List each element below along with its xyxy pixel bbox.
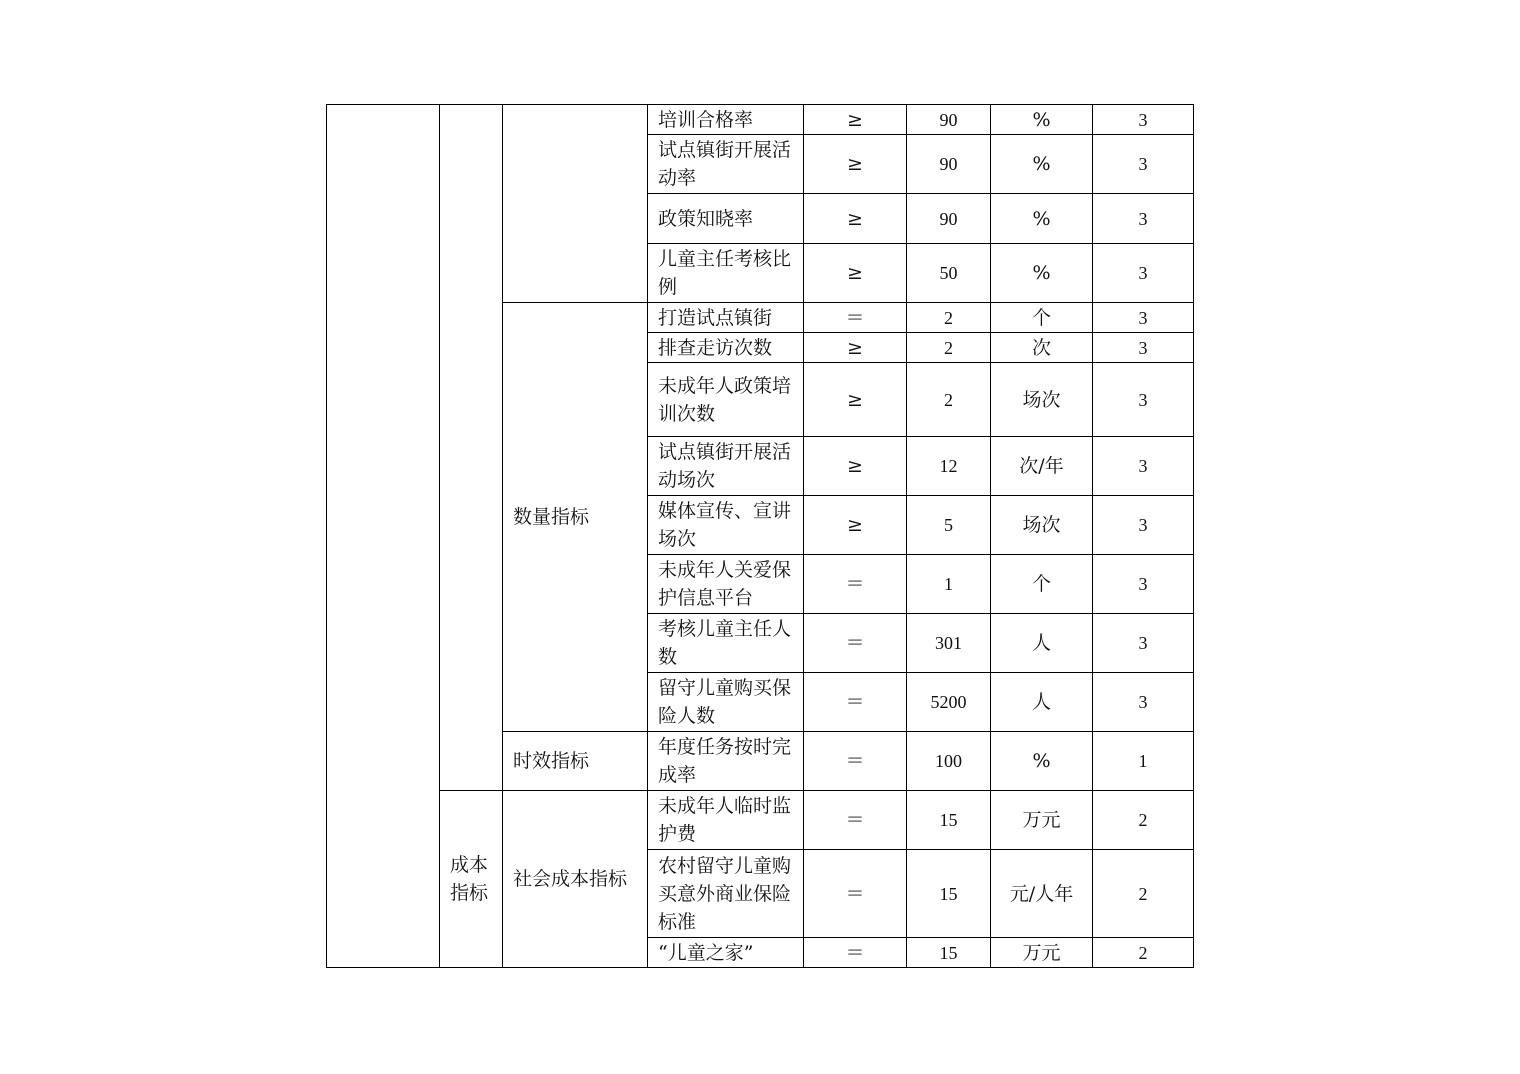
sub-category-quantity [503,303,648,732]
indicator-score: 3 [1093,135,1194,194]
comparison-operator: ≥ [804,333,907,363]
indicator-name: 未成年人政策培训次数 [648,363,804,437]
indicator-score: 1 [1093,732,1194,791]
indicator-name: 排查走访次数 [648,333,804,363]
category-cell-output [440,105,503,791]
indicator-unit: 次/年 [991,437,1093,496]
indicator-score: 3 [1093,105,1194,135]
indicator-unit: % [991,194,1093,244]
indicator-value: 2 [907,303,991,333]
indicator-value: 90 [907,135,991,194]
indicator-unit: % [991,244,1093,303]
indicator-unit: % [991,732,1093,791]
indicator-name: 考核儿童主任人数 [648,614,804,673]
indicator-value: 5200 [907,673,991,732]
comparison-operator: ≥ [804,496,907,555]
indicator-value: 90 [907,105,991,135]
comparison-operator: ≥ [804,194,907,244]
comparison-operator: ≥ [804,244,907,303]
indicator-score: 2 [1093,938,1194,968]
indicator-name: 试点镇街开展活动率 [648,135,804,194]
indicator-name: 培训合格率 [648,105,804,135]
indicator-score: 2 [1093,791,1194,850]
indicator-unit: 个 [991,555,1093,614]
indicator-unit: 人 [991,614,1093,673]
indicator-unit: 万元 [991,938,1093,968]
first-level-indicator-cell [327,105,440,968]
indicator-value: 1 [907,555,991,614]
indicator-unit: 个 [991,303,1093,333]
indicator-score: 3 [1093,333,1194,363]
indicator-unit: 元/人年 [991,850,1093,938]
comparison-operator: ＝ [804,732,907,791]
indicator-unit: % [991,105,1093,135]
comparison-operator: ≥ [804,135,907,194]
indicator-unit: 人 [991,673,1093,732]
indicator-score: 3 [1093,437,1194,496]
comparison-operator: ≥ [804,105,907,135]
indicator-name: 留守儿童购买保险人数 [648,673,804,732]
indicator-name: 儿童主任考核比例 [648,244,804,303]
sub-category-label: 社会成本指标 [513,868,628,890]
indicator-value: 100 [907,732,991,791]
indicator-unit: 次 [991,333,1093,363]
category-cost [440,791,503,968]
table-row [327,105,1194,135]
indicator-score: 3 [1093,614,1194,673]
comparison-operator: ＝ [804,791,907,850]
indicator-name: 政策知晓率 [648,194,804,244]
comparison-operator: ＝ [804,555,907,614]
indicator-name: 媒体宣传、宣讲场次 [648,496,804,555]
indicator-name: 未成年人临时监护费 [648,791,804,850]
indicator-unit: % [991,135,1093,194]
indicator-value: 5 [907,496,991,555]
indicator-score: 2 [1093,850,1194,938]
indicator-value: 15 [907,850,991,938]
indicator-value: 50 [907,244,991,303]
comparison-operator: ＝ [804,673,907,732]
indicator-value: 12 [907,437,991,496]
sub-category-label: 时效指标 [513,750,590,772]
comparison-operator: ≥ [804,363,907,437]
indicator-unit: 万元 [991,791,1093,850]
indicator-score: 3 [1093,363,1194,437]
indicator-score: 3 [1093,555,1194,614]
sub-category-social-cost [503,791,648,968]
comparison-operator: ＝ [804,303,907,333]
indicator-score: 3 [1093,303,1194,333]
indicator-name: 打造试点镇街 [648,303,804,333]
indicator-name: 试点镇街开展活动场次 [648,437,804,496]
sub-category-label: 数量指标 [513,506,590,528]
table-row [327,791,1194,850]
indicator-name: 未成年人关爱保护信息平台 [648,555,804,614]
indicator-name: “儿童之家” [648,938,804,968]
indicator-value: 2 [907,363,991,437]
indicator-value: 90 [907,194,991,244]
indicator-unit: 场次 [991,363,1093,437]
comparison-operator: ＝ [804,938,907,968]
performance-indicator-table [326,104,1194,968]
comparison-operator: ≥ [804,437,907,496]
indicator-name: 农村留守儿童购买意外商业保险标准 [648,850,804,938]
indicator-name: 年度任务按时完成率 [648,732,804,791]
indicator-value: 15 [907,938,991,968]
sub-category-cell-quality [503,105,648,303]
comparison-operator: ＝ [804,850,907,938]
comparison-operator: ＝ [804,614,907,673]
indicator-score: 3 [1093,244,1194,303]
sub-category-timeliness [503,732,648,791]
indicator-value: 301 [907,614,991,673]
category-label: 成本指标 [450,854,489,904]
indicator-score: 3 [1093,194,1194,244]
indicator-value: 15 [907,791,991,850]
indicator-score: 3 [1093,673,1194,732]
indicator-unit: 场次 [991,496,1093,555]
indicator-value: 2 [907,333,991,363]
indicator-score: 3 [1093,496,1194,555]
